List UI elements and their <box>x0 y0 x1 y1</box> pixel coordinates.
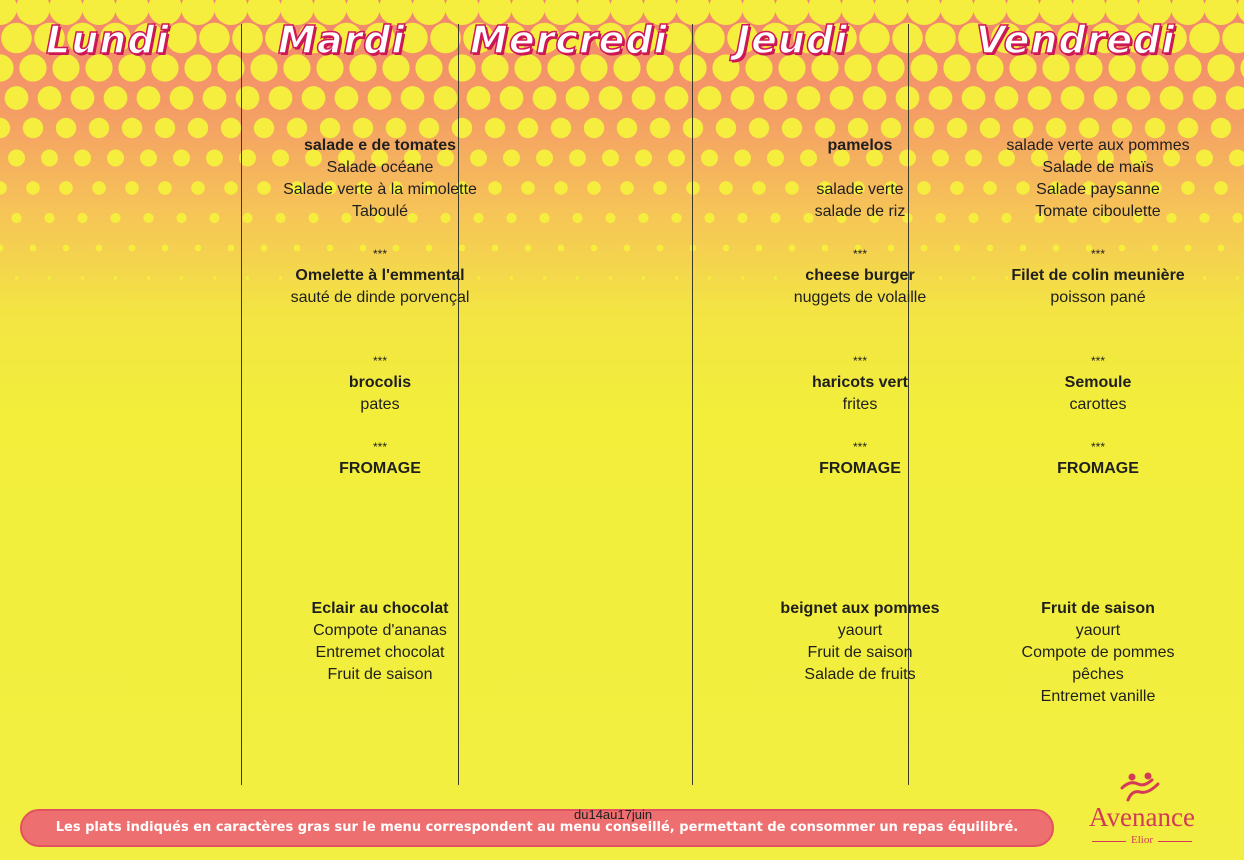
halftone-dot <box>213 276 216 279</box>
halftone-dot <box>191 181 205 195</box>
day-header-jeudi: Jeudi <box>736 18 849 62</box>
halftone-dot <box>5 86 29 110</box>
halftone-dot <box>518 118 538 138</box>
halftone-dot <box>1204 0 1238 25</box>
halftone-dot <box>657 245 664 252</box>
halftone-dot <box>184 54 211 81</box>
halftone-dot <box>1171 0 1205 25</box>
desserts-mardi <box>260 598 500 686</box>
halftone-dot <box>830 86 854 110</box>
halftone-dot <box>551 118 571 138</box>
menu-item: frites <box>842 396 878 413</box>
halftone-dot <box>506 213 516 223</box>
halftone-dot <box>503 150 520 167</box>
menu-item: Tomate ciboulette <box>1035 203 1161 220</box>
menu-item: nuggets de volaille <box>793 289 927 306</box>
halftone-dot <box>1 23 32 54</box>
halftone-dot <box>1061 86 1085 110</box>
halftone-dot <box>44 213 54 223</box>
halftone-dot <box>467 86 491 110</box>
menu-item: pates <box>360 396 400 413</box>
menu-item: beignet aux pommes <box>780 600 940 617</box>
halftone-dot <box>653 181 667 195</box>
menu-item: Salade de maïs <box>1042 159 1154 176</box>
halftone-dot <box>203 86 227 110</box>
halftone-dot <box>147 276 150 279</box>
date-range: du14au17juin <box>574 807 653 822</box>
empty-line <box>740 157 980 179</box>
course-separator: *** <box>1090 354 1105 368</box>
halftone-dot <box>206 150 223 167</box>
halftone-dot <box>434 86 458 110</box>
halftone-dot <box>48 276 51 279</box>
halftone-dot <box>533 86 557 110</box>
menu-item: Semoule <box>1064 374 1132 391</box>
halftone-dot <box>995 86 1019 110</box>
plats-vendredi <box>978 265 1218 309</box>
accompagnements-jeudi <box>740 372 980 416</box>
halftone-dot <box>602 150 619 167</box>
halftone-dot <box>719 181 733 195</box>
entrees-jeudi <box>740 135 980 223</box>
halftone-dot <box>554 181 568 195</box>
halftone-dot <box>214 0 248 25</box>
halftone-dot <box>617 118 637 138</box>
halftone-dot <box>71 86 95 110</box>
halftone-dot <box>170 86 194 110</box>
course-separator: *** <box>852 440 867 454</box>
halftone-dot <box>1229 150 1244 167</box>
menu-item: Fruit de saison <box>327 666 433 683</box>
halftone-dot <box>162 245 169 252</box>
halftone-dot <box>572 213 582 223</box>
halftone-dot <box>676 0 710 25</box>
course-separator: *** <box>372 440 387 454</box>
halftone-dot <box>224 181 238 195</box>
halftone-dot <box>0 181 7 195</box>
halftone-dot <box>591 245 598 252</box>
halftone-dot <box>723 245 730 252</box>
halftone-dot <box>180 276 183 279</box>
halftone-dot <box>1240 54 1244 81</box>
menu-item: Filet de colin meunière <box>1011 267 1185 284</box>
menu-item: Entremet chocolat <box>315 644 445 661</box>
halftone-dot <box>859 23 890 54</box>
menu-item: salade verte <box>816 181 904 198</box>
halftone-dot <box>632 86 656 110</box>
halftone-dot <box>19 54 46 81</box>
halftone-dot <box>195 245 202 252</box>
brand-rule <box>1158 841 1192 842</box>
halftone-dot <box>143 213 153 223</box>
halftone-dot <box>536 150 553 167</box>
menu-item: salade e de tomates <box>303 137 457 154</box>
halftone-dot <box>114 276 117 279</box>
halftone-dot <box>188 118 208 138</box>
halftone-dot <box>1207 54 1234 81</box>
halftone-dot <box>77 213 87 223</box>
halftone-dot <box>671 213 681 223</box>
halftone-dot <box>587 181 601 195</box>
halftone-dot <box>877 54 904 81</box>
halftone-dot <box>81 276 84 279</box>
halftone-dot <box>129 245 136 252</box>
halftone-dot <box>797 86 821 110</box>
halftone-dot <box>642 276 645 279</box>
halftone-dot <box>0 0 17 25</box>
halftone-dot <box>844 54 871 81</box>
desserts-vendredi <box>978 598 1218 708</box>
halftone-dot <box>166 23 197 54</box>
halftone-dot <box>698 86 722 110</box>
menu-column-vendredi <box>978 135 1218 708</box>
halftone-dot <box>910 54 937 81</box>
halftone-dot <box>605 213 615 223</box>
halftone-dot <box>412 0 446 25</box>
halftone-dot <box>247 0 281 25</box>
brand-name: Avenance <box>1089 802 1195 832</box>
halftone-dot <box>716 118 736 138</box>
course-separator: *** <box>1090 440 1105 454</box>
course-separator: *** <box>372 354 387 368</box>
halftone-dot <box>609 276 612 279</box>
column-divider <box>692 24 693 785</box>
halftone-dot <box>23 118 43 138</box>
halftone-dot <box>690 245 697 252</box>
halftone-dot <box>415 54 442 81</box>
day-header-mardi: Mardi <box>278 18 406 62</box>
menu-item: Salade de fruits <box>804 666 916 683</box>
halftone-dot <box>1174 54 1201 81</box>
menu-item: yaourt <box>1075 622 1121 639</box>
accompagnements-vendredi <box>978 372 1218 416</box>
menu-item: Taboulé <box>351 203 409 220</box>
day-header-lundi: Lundi <box>46 18 170 62</box>
entrees-mardi <box>260 135 500 223</box>
halftone-dot <box>650 118 670 138</box>
plats-jeudi <box>740 265 980 309</box>
menu-item: Compote de pommes <box>1021 644 1175 661</box>
halftone-dot <box>943 54 970 81</box>
fromage-vendredi: FROMAGE <box>1057 460 1139 477</box>
halftone-dot <box>63 245 70 252</box>
halftone-dot <box>701 150 718 167</box>
halftone-dot <box>683 118 703 138</box>
menu-item: haricots vert <box>811 374 909 391</box>
halftone-dot <box>209 213 219 223</box>
halftone-dot <box>1237 0 1244 25</box>
halftone-dot <box>401 86 425 110</box>
halftone-dot <box>1028 86 1052 110</box>
halftone-dot <box>199 23 230 54</box>
halftone-dot <box>1218 245 1225 252</box>
halftone-dot <box>250 54 277 81</box>
halftone-dot <box>925 23 956 54</box>
course-separator: *** <box>852 354 867 368</box>
brand-sub: Elior <box>1131 834 1153 846</box>
halftone-dot <box>665 86 689 110</box>
halftone-dot <box>863 86 887 110</box>
halftone-dot <box>155 118 175 138</box>
halftone-dot <box>929 86 953 110</box>
halftone-dot <box>1094 86 1118 110</box>
halftone-dot <box>11 213 21 223</box>
menu-item: carottes <box>1069 396 1127 413</box>
halftone-dot <box>104 86 128 110</box>
halftone-dot <box>16 0 50 25</box>
halftone-dot <box>1226 86 1244 110</box>
halftone-dot <box>764 86 788 110</box>
halftone-dot <box>236 86 260 110</box>
halftone-dot <box>15 276 18 279</box>
halftone-dot <box>56 118 76 138</box>
menu-item: Salade océane <box>326 159 434 176</box>
menu-item: cheese burger <box>805 267 915 284</box>
halftone-dot <box>525 245 532 252</box>
menu-item: salade de riz <box>814 203 906 220</box>
halftone-dot <box>125 181 139 195</box>
fromage-mardi: FROMAGE <box>339 460 421 477</box>
halftone-dot <box>74 150 91 167</box>
halftone-dot <box>675 276 678 279</box>
menu-item: poisson pané <box>1050 289 1146 306</box>
halftone-dot <box>30 245 37 252</box>
halftone-dot <box>638 213 648 223</box>
halftone-dot <box>176 213 186 223</box>
halftone-dot <box>242 213 252 223</box>
plats-mardi <box>260 265 500 309</box>
halftone-dot <box>8 150 25 167</box>
halftone-dot <box>1236 276 1239 279</box>
halftone-dot <box>558 245 565 252</box>
halftone-dot <box>874 0 908 25</box>
menu-item: Entremet vanille <box>1040 688 1156 705</box>
menu-column-mardi <box>260 135 500 686</box>
halftone-dot <box>1232 213 1242 223</box>
halftone-dot <box>0 245 3 252</box>
halftone-dot <box>1160 86 1184 110</box>
halftone-dot <box>173 150 190 167</box>
halftone-dot <box>694 23 725 54</box>
halftone-dot <box>731 86 755 110</box>
halftone-dot <box>620 181 634 195</box>
halftone-dot <box>335 86 359 110</box>
halftone-dot <box>1193 86 1217 110</box>
menu-item: Fruit de saison <box>1041 600 1155 617</box>
desserts-jeudi <box>740 598 980 686</box>
menu-item: Salade verte à la mimolette <box>283 181 477 198</box>
halftone-dot <box>940 0 974 25</box>
halftone-dot <box>0 54 14 81</box>
halftone-dot <box>1127 86 1151 110</box>
halftone-dot <box>510 276 513 279</box>
menu-item: brocolis <box>348 374 412 391</box>
halftone-dot <box>566 86 590 110</box>
halftone-dot <box>122 118 142 138</box>
halftone-dot <box>686 181 700 195</box>
halftone-dot <box>543 276 546 279</box>
course-separator: *** <box>852 247 867 261</box>
halftone-dot <box>679 54 706 81</box>
day-header-mercredi: Mercredi <box>470 18 668 62</box>
halftone-dot <box>269 86 293 110</box>
halftone-dot <box>539 213 549 223</box>
halftone-dot <box>430 23 461 54</box>
halftone-dot <box>624 245 631 252</box>
halftone-dot <box>59 181 73 195</box>
halftone-dot <box>521 181 535 195</box>
halftone-dot <box>41 150 58 167</box>
column-divider <box>241 24 242 785</box>
halftone-dot <box>1189 23 1220 54</box>
halftone-dot <box>96 245 103 252</box>
halftone-dot <box>107 150 124 167</box>
footer-note-band <box>20 809 1054 847</box>
halftone-dot <box>704 213 714 223</box>
halftone-dot <box>221 118 241 138</box>
halftone-dot <box>576 276 579 279</box>
menu-item: pamelos <box>827 137 893 154</box>
halftone-dot <box>158 181 172 195</box>
course-separator: *** <box>372 247 387 261</box>
footer-note: Les plats indiqués en caractères gras sur le menu correspondent au menu conseillé, permettant de consommer un repas équilibré. <box>55 820 1019 835</box>
halftone-dot <box>246 276 249 279</box>
avenance-logo <box>1072 772 1212 852</box>
halftone-dot <box>0 118 10 138</box>
menu-item: salade verte aux pommes <box>1006 137 1190 154</box>
halftone-dot <box>500 86 524 110</box>
course-separator: *** <box>1090 247 1105 261</box>
halftone-dot <box>708 276 711 279</box>
menu-item: Compote d'ananas <box>313 622 447 639</box>
menu-item: Eclair au chocolat <box>311 600 449 617</box>
fromage-jeudi: FROMAGE <box>819 460 901 477</box>
halftone-dot <box>962 86 986 110</box>
halftone-dot <box>635 150 652 167</box>
halftone-dot <box>26 181 40 195</box>
menu-column-jeudi <box>740 135 980 686</box>
halftone-dot <box>92 181 106 195</box>
halftone-dot <box>228 245 235 252</box>
menu-item: sauté de dinde porvençal <box>290 289 470 306</box>
day-header-vendredi: Vendredi <box>976 18 1176 62</box>
halftone-dot <box>38 86 62 110</box>
halftone-dot <box>140 150 157 167</box>
halftone-dot <box>181 0 215 25</box>
halftone-dot <box>89 118 109 138</box>
menu-item: Omelette à l'emmental <box>295 267 465 284</box>
menu-item: Salade paysanne <box>1036 181 1160 198</box>
menu-item: pêches <box>1072 666 1124 683</box>
halftone-dot <box>569 150 586 167</box>
halftone-dot <box>110 213 120 223</box>
halftone-dot <box>599 86 623 110</box>
halftone-dot <box>584 118 604 138</box>
menu-item: yaourt <box>837 622 883 639</box>
halftone-dot <box>907 0 941 25</box>
menu-item: Fruit de saison <box>807 644 913 661</box>
halftone-dot <box>137 86 161 110</box>
accompagnements-mardi <box>260 372 500 416</box>
halftone-dot <box>668 150 685 167</box>
halftone-dot <box>1222 23 1244 54</box>
halftone-dot <box>302 86 326 110</box>
halftone-dot <box>368 86 392 110</box>
entrees-vendredi <box>978 135 1218 223</box>
halftone-dot <box>232 23 263 54</box>
running-figures-icon <box>1118 772 1164 802</box>
